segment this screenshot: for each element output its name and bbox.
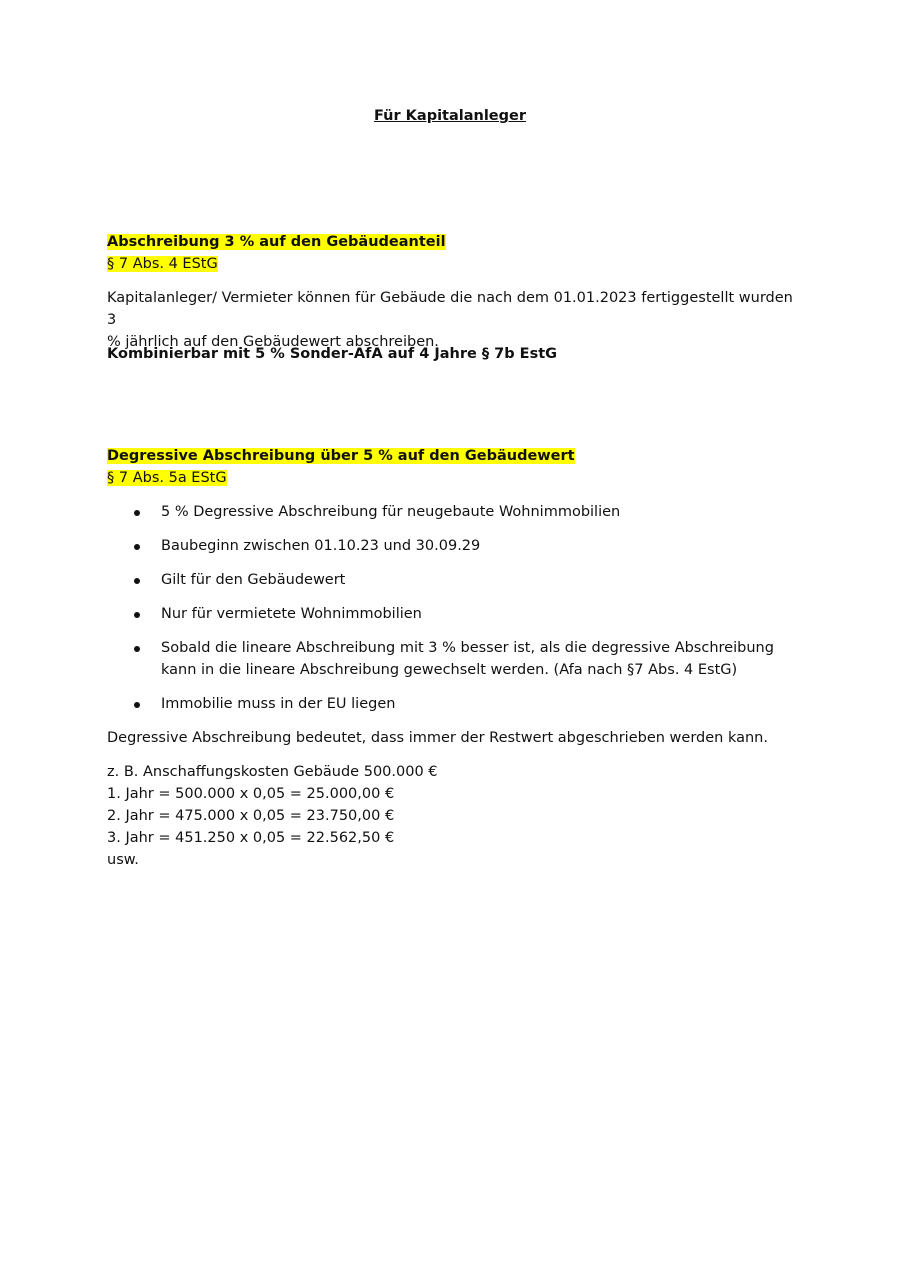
section1-note-text: Kombinierbar mit 5 % Sonder-AfA auf 4 Jahre § 7b EstG bbox=[107, 346, 558, 362]
example-line: usw. bbox=[107, 852, 139, 868]
example-line: 2. Jahr = 475.000 x 0,05 = 23.750,00 € bbox=[107, 808, 395, 824]
section1-reference: § 7 Abs. 4 EStG bbox=[107, 256, 218, 272]
bullet-icon bbox=[134, 702, 140, 708]
list-item-text: Baubeginn zwischen 01.10.23 und 30.09.29 bbox=[161, 538, 481, 554]
list-item bbox=[107, 569, 797, 591]
section1-paragraph-line1: Kapitalanleger/ Vermieter können für Gebäude die nach dem 01.01.2023 fertiggestellt wurden 3 bbox=[107, 290, 793, 328]
section-degressive-afa bbox=[107, 445, 797, 489]
list-item-text: Nur für vermietete Wohnimmobilien bbox=[161, 606, 422, 622]
list-item-text: 5 % Degressive Abschreibung für neugebaute Wohnimmobilien bbox=[161, 504, 621, 520]
bullet-icon bbox=[134, 612, 140, 618]
bullet-icon bbox=[134, 646, 140, 652]
list-item bbox=[107, 603, 797, 625]
list-item-text: Gilt für den Gebäudewert bbox=[161, 572, 346, 588]
section1-heading: Abschreibung 3 % auf den Gebäudeanteil bbox=[107, 234, 446, 250]
list-item bbox=[107, 501, 797, 523]
example-line: 1. Jahr = 500.000 x 0,05 = 25.000,00 € bbox=[107, 786, 395, 802]
bullet-icon bbox=[134, 510, 140, 516]
example-line: z. B. Anschaffungskosten Gebäude 500.000 € bbox=[107, 764, 438, 780]
bullet-icon bbox=[134, 544, 140, 550]
section1-paragraph-line2: % jährlich auf den Gebäudewert abschreiben. bbox=[107, 334, 439, 350]
list-item bbox=[107, 535, 797, 557]
section-linear-afa bbox=[107, 231, 797, 275]
list-item-text: Sobald die lineare Abschreibung mit 3 % besser ist, als die degressive Abschreibung bbox=[161, 640, 774, 656]
section2-explanation bbox=[107, 727, 797, 749]
section1-note bbox=[107, 343, 797, 365]
section2-reference: § 7 Abs. 5a EStG bbox=[107, 470, 227, 486]
list-item bbox=[107, 637, 797, 681]
section2-example bbox=[107, 761, 797, 871]
section2-bullet-list bbox=[107, 501, 797, 727]
section2-heading: Degressive Abschreibung über 5 % auf den Gebäudewert bbox=[107, 448, 575, 464]
list-item-text: Immobilie muss in der EU liegen bbox=[161, 696, 396, 712]
example-line: 3. Jahr = 451.250 x 0,05 = 22.562,50 € bbox=[107, 830, 395, 846]
list-item bbox=[107, 693, 797, 715]
bullet-icon bbox=[134, 578, 140, 584]
list-item-text-continued: kann in die lineare Abschreibung gewechselt werden. (Afa nach §7 Abs. 4 EstG) bbox=[161, 662, 738, 678]
explanation-text: Degressive Abschreibung bedeutet, dass immer der Restwert abgeschrieben werden kann. bbox=[107, 730, 768, 746]
document-title: Für Kapitalanleger bbox=[373, 108, 527, 124]
